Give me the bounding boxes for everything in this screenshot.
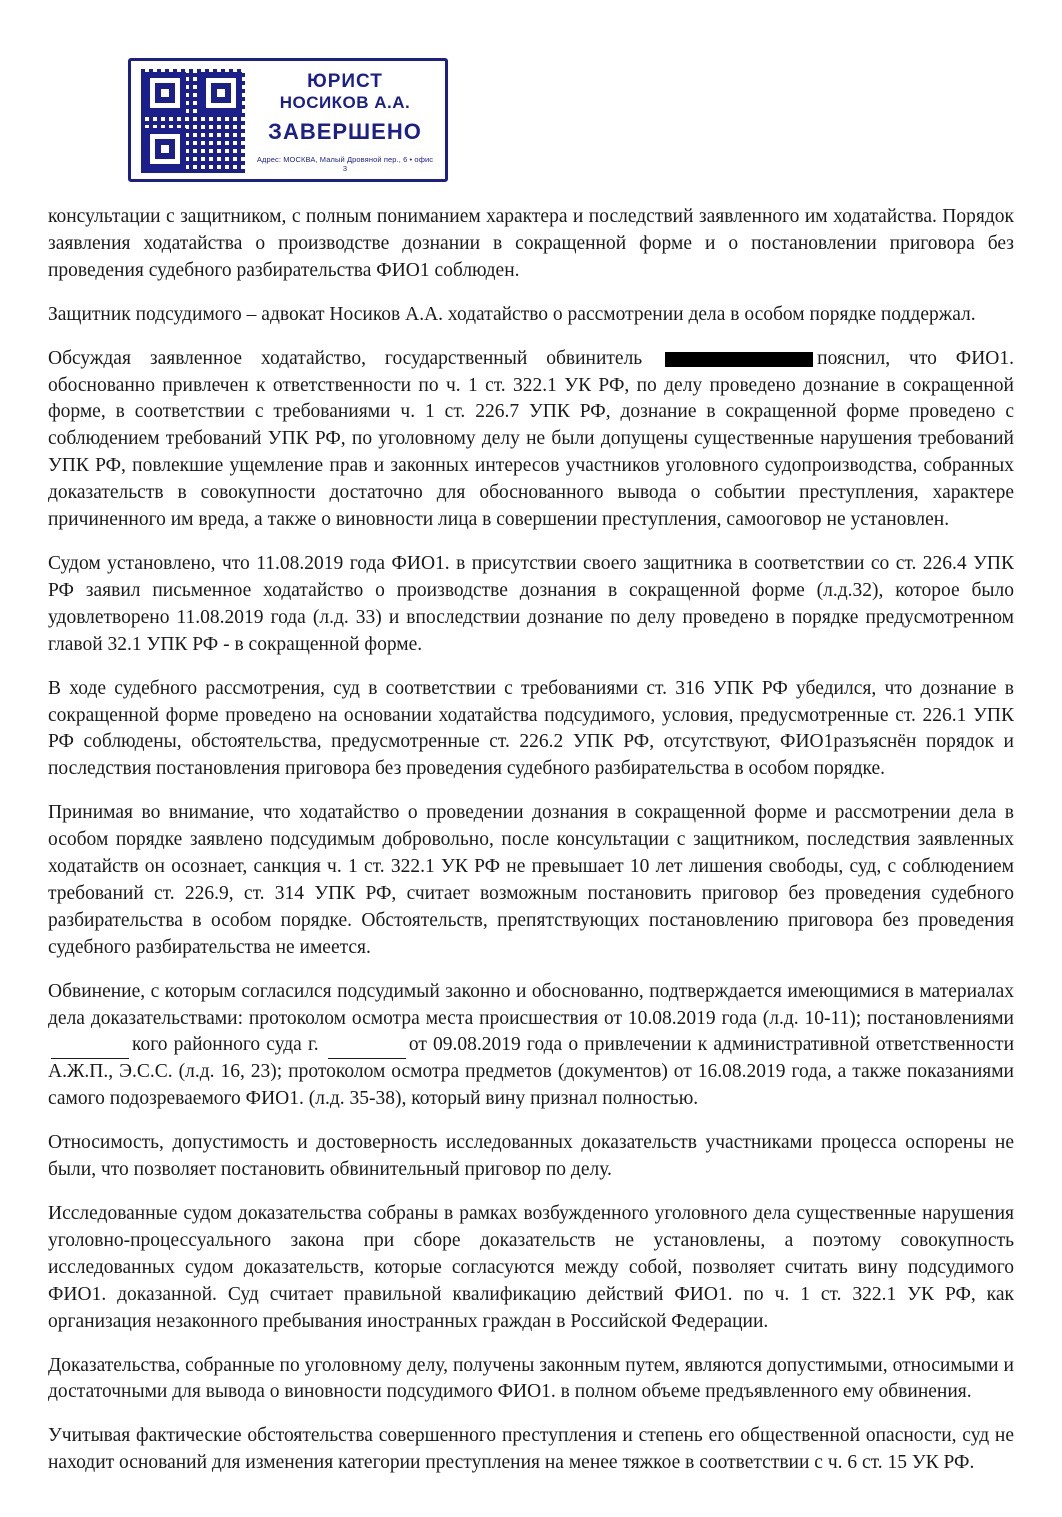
stamp-container bbox=[48, 0, 1014, 182]
paragraph bbox=[48, 1201, 1014, 1336]
paragraph-text: В ходе судебного рассмотрения, суд в соответствии с требованиями ст. 316 УПК РФ убедился, что дознание в сокращенной форме проведено на основании ходатайства подсудимого, условия, предусмотренные ст. 226.1 УПК РФ соблюдены, обстоятельства, предусмотренные ст. 226.2 УПК РФ, отсутствуют, ФИО1разъяснён порядок и последствия постановления приговора без проведения судебного разбирательства в особом порядке. bbox=[48, 677, 1014, 780]
paragraph bbox=[48, 346, 1014, 534]
stamp-status: ЗАВЕРШЕНО bbox=[268, 119, 422, 145]
stamp-lawyer-name: НОСИКОВ А.А. bbox=[279, 92, 411, 112]
paragraph-text: Относимость, допустимость и достоверность исследованных доказательств участниками процесса оспорены не были, что позволяет постановить обвинительный приговор по делу. bbox=[48, 1132, 1014, 1181]
paragraph-text: Судом установлено, что 11.08.2019 года ФИО1. в присутствии своего защитника в соответствии со ст. 226.4 УПК РФ заявил письменное ходатайство о производстве дознания в сокращенной форме (л.д.32), которое было удовлетворено 11.08.2019 года (л.д. 33) и впоследствии дознание по делу проведено в порядке предусмотренном главой 32.1 УПК РФ - в сокращенной форме. bbox=[48, 552, 1014, 655]
paragraph bbox=[48, 979, 1014, 1114]
paragraph-text: Доказательства, собранные по уголовному делу, получены законным путем, являются допустимыми, относимыми и достаточными для вывода о виновности подсудимого ФИО1. в полном объеме предъявленного ему обвинения. bbox=[48, 1354, 1014, 1403]
blank-fill-line bbox=[51, 1045, 129, 1059]
qr-code-icon bbox=[141, 69, 245, 173]
paragraph-text: Обсуждая заявленное ходатайство, государственный обвинитель bbox=[48, 347, 643, 369]
paragraph-text: от 09.08.2019 года о привлечении к административной ответственности А.Ж.П., Э.С.С. (л.д. 16, 23); протоколом осмотра предметов (документов) от 16.08.2019 года, а также показаниями самого подозреваемого ФИО1. (л.д. 35-38), который вину признал полностью. bbox=[48, 1034, 1015, 1110]
paragraph bbox=[48, 204, 1014, 285]
paragraph-text: Принимая во внимание, что ходатайство о проведении дознания в сокращенной форме и рассмотрении дела в особом порядке заявлено подсудимым добровольно, после консультации с защитником, последствия заявленных ходатайств он осознает, санкция ч. 1 ст. 322.1 УК РФ не превышает 10 лет лишения свободы, суд, с соблюдением требований ст. 226.9, ст. 314 УПК РФ, считает возможным постановить приговор без проведения судебного разбирательства в особом порядке. Обстоятельств, препятствующих постановлению приговора без проведения судебного разбирательства не имеется. bbox=[48, 802, 1014, 958]
paragraph bbox=[48, 302, 1014, 329]
paragraph-text: Учитывая фактические обстоятельства совершенного преступления и степень его общественной опасности, суд не находит оснований для изменения категории преступления на менее тяжкое в соответствии с ч. 6 ст. 15 УК РФ. bbox=[48, 1425, 1014, 1474]
paragraph bbox=[48, 676, 1014, 784]
paragraph-text: кого районного суда г. bbox=[132, 1034, 319, 1056]
stamp-text-block bbox=[255, 69, 435, 173]
stamp-address: Адрес: МОСКВА, Малый Дровяной пер., 6 • офис 3 bbox=[256, 154, 434, 173]
lawyer-stamp bbox=[128, 58, 448, 182]
stamp-title: ЮРИСТ bbox=[307, 71, 383, 92]
qr-finder-bottom-left bbox=[144, 128, 186, 170]
paragraph bbox=[48, 1353, 1014, 1407]
paragraph bbox=[48, 1423, 1014, 1477]
document-body bbox=[48, 204, 1014, 1477]
paragraph-text: Защитник подсудимого – адвокат Носиков А.А. ходатайство о рассмотрении дела в особом порядке поддержал. bbox=[48, 303, 976, 325]
blank-fill-line bbox=[328, 1045, 406, 1059]
paragraph bbox=[48, 1130, 1014, 1184]
redacted-text-block bbox=[665, 352, 813, 367]
paragraph bbox=[48, 551, 1014, 659]
paragraph-text: Обвинение, с которым согласился подсудимый законно и обоснованно, подтверждается имеющимися в материалах дела доказательствами: протоколом осмотра места происшествия от 10.08.2019 года (л.д. 10-11); постановлениями bbox=[48, 980, 1014, 1029]
paragraph bbox=[48, 800, 1014, 961]
paragraph-text: Исследованные судом доказательства собраны в рамках возбужденного уголовного дела существенные нарушения уголовно-процессуального закона при сборе доказательств не установлены, а поэтому совокупность исследованных судом доказательств, которые согласуются между собой, позволяет считать вину подсудимого ФИО1. доказанной. Суд считает правильной квалификацию действий ФИО1. по ч. 1 ст. 322.1 УК РФ, как организация незаконного пребывания иностранных граждан в Российской Федерации. bbox=[48, 1203, 1014, 1332]
paragraph-text: консультации с защитником, с полным пониманием характера и последствий заявленного им ходатайства. Порядок заявления ходатайства о производстве дознании в сокращенной форме и о постановлении приговора без проведения судебного разбирательства ФИО1 соблюден. bbox=[48, 206, 1014, 281]
paragraph-text: пояснил, что ФИО1. обоснованно привлечен к ответственности по ч. 1 ст. 322.1 УК РФ, по делу проведено дознание в сокращенной форме, в соответствии с требованиями ч. 1 ст. 226.7 УПК РФ, дознание в сокращенной форме проведено с соблюдением требований УПК РФ, по уголовному делу не были допущены существенные нарушения требований УПК РФ, повлекшие ущемление прав и законных интересов участников уголовного судопроизводства, собранных доказательств в совокупности достаточно для обоснованного вывода о событии преступления, характере причиненного им вреда, а также о виновности лица в совершении преступления, самооговор не установлен. bbox=[48, 347, 1014, 531]
